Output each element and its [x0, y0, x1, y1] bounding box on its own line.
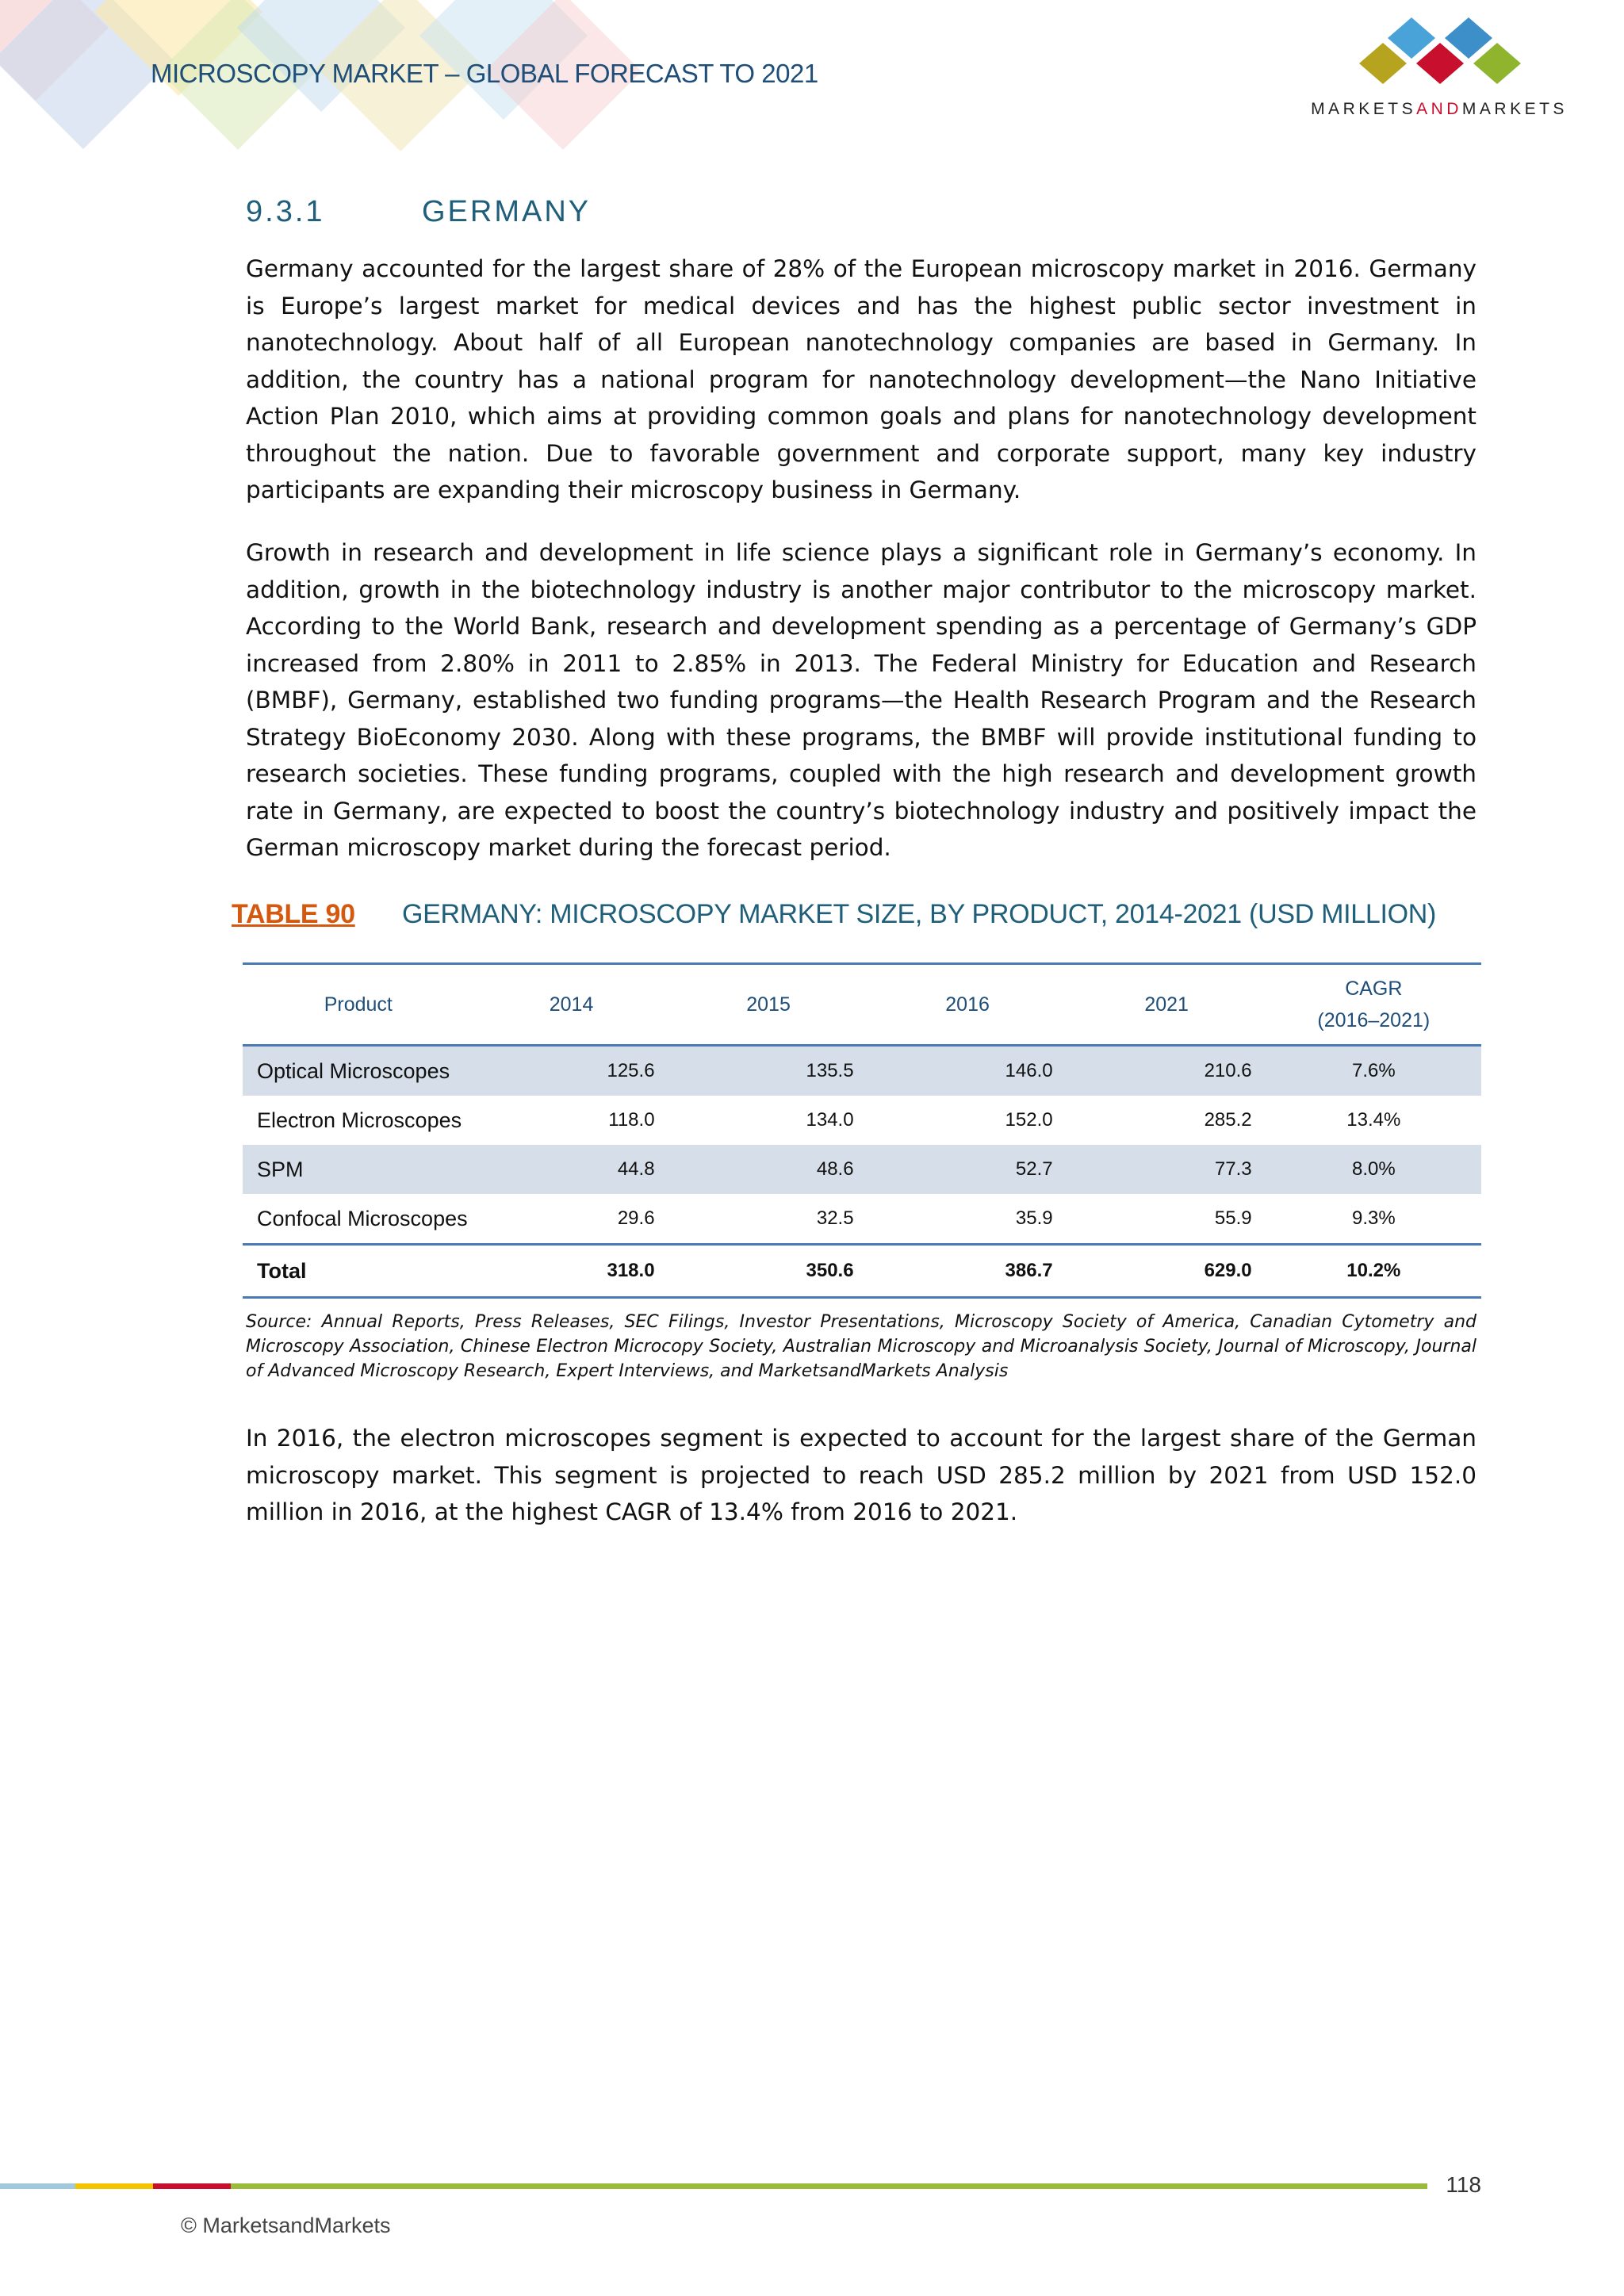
table-source-note: Source: Annual Reports, Press Releases, SEC Filings, Investor Presentations, Microscopy Society of America, Canadian Cytometry and Microscopy Association, Chinese Electron Microcopy Society, Australian Microscopy and Microanalysis Society, Journal of Microscopy, Journal of Advanced Microscopy Research, Expert Interviews, and MarketsandMarkets Analysis	[246, 1312, 1477, 1381]
col-header-product: Product	[324, 993, 393, 1016]
cell-value: 152.0	[1005, 1109, 1053, 1131]
cell-value: 318.0	[607, 1260, 655, 1281]
cell-value: 285.2	[1204, 1109, 1252, 1131]
page-number: 118	[1446, 2172, 1481, 2197]
report-title: MICROSCOPY MARKET – GLOBAL FORECAST TO 2021	[151, 59, 818, 88]
col-header-2016: 2016	[945, 993, 990, 1016]
section-number: 9.3.1	[246, 195, 325, 228]
cell-product: SPM	[257, 1157, 304, 1181]
table-label-link[interactable]: TABLE 90	[232, 899, 355, 929]
cell-value: 146.0	[1005, 1060, 1053, 1081]
cell-value: 52.7	[1015, 1158, 1053, 1180]
cell-cagr: 9.3%	[1351, 1207, 1396, 1229]
logo-wordmark: MARKETSANDMARKETS	[1311, 100, 1568, 118]
cell-cagr: 10.2%	[1346, 1260, 1401, 1281]
markets-and-markets-logo-icon	[1293, 11, 1586, 122]
cell-product: Total	[257, 1258, 307, 1283]
table-title: GERMANY: MICROSCOPY MARKET SIZE, BY PRODUCT, 2014-2021 (USD MILLION)	[402, 899, 1437, 929]
cell-value: 210.6	[1204, 1060, 1252, 1081]
col-header-cagr: CAGR (2016–2021)	[1317, 978, 1431, 1031]
table-total-row	[243, 1245, 1481, 1298]
col-header-2014: 2014	[549, 993, 594, 1016]
cell-value: 44.8	[617, 1158, 655, 1180]
cell-cagr: 13.4%	[1346, 1109, 1401, 1131]
table-row	[243, 1145, 1481, 1194]
cell-value: 77.3	[1214, 1158, 1252, 1180]
cell-value: 134.0	[806, 1109, 854, 1131]
cell-product: Confocal Microscopes	[257, 1206, 468, 1230]
cell-value: 629.0	[1204, 1260, 1252, 1281]
cell-value: 386.7	[1005, 1260, 1053, 1281]
cell-product: Optical Microscopes	[257, 1058, 450, 1083]
cell-product: Electron Microscopes	[257, 1108, 462, 1132]
cell-value: 118.0	[608, 1109, 655, 1131]
cell-value: 29.6	[617, 1207, 655, 1229]
cell-cagr: 8.0%	[1351, 1158, 1396, 1180]
cell-value: 125.6	[607, 1060, 655, 1081]
table-row	[243, 1096, 1481, 1145]
table-row	[243, 1046, 1481, 1096]
col-header-2015: 2015	[746, 993, 791, 1016]
cell-value: 350.6	[806, 1260, 854, 1281]
table-row	[243, 1194, 1481, 1245]
cell-value: 48.6	[816, 1158, 854, 1180]
cell-value: 35.9	[1015, 1207, 1053, 1229]
copyright-notice: © MarketsandMarkets	[181, 2214, 391, 2237]
table-caption	[232, 899, 1436, 930]
col-header-2021: 2021	[1144, 993, 1189, 1016]
footer-color-bar	[0, 2183, 1427, 2189]
cell-value: 135.5	[806, 1060, 854, 1081]
paragraph-growth: Growth in research and development in life science plays a significant role in Germany’s economy. In addition, growth in the biotechnology industry is another major contributor to the microscopy market. According to the World Bank, research and development spending as a percentage of Germany’s GDP increased from 2.80% in 2011 to 2.85% in 2013. The Federal Ministry for Education and Research (BMBF), Germany, established two funding programs—the Health Research Program and the Research Strategy BioEconomy 2030. Along with these programs, the BMBF will provide institutional funding to research societies. These funding programs, coupled with the high research and development growth rate in Germany, are expected to boost the country’s biotechnology industry and positively impact the German microscopy market during the forecast period.	[246, 539, 1477, 861]
table-header-row	[243, 964, 1481, 1046]
cell-value: 32.5	[816, 1207, 854, 1229]
section-heading	[246, 195, 591, 229]
cell-cagr: 7.6%	[1351, 1060, 1396, 1081]
section-title: GERMANY	[422, 195, 592, 228]
market-size-table	[243, 962, 1481, 1299]
cell-value: 55.9	[1214, 1207, 1252, 1229]
paragraph-intro: Germany accounted for the largest share of 28% of the European microscopy market in 2016. Germany is Europe’s largest market for medical devices and has the highest public sector investment in nanotechnology. About half of all European nanotechnology companies are based in Germany. In addition, the country has a national program for nanotechnology development—the Nano Initiative Action Plan 2010, which aims at providing common goals and plans for nanotechnology development throughout the nation. Due to favorable government and corporate support, many key industry participants are expanding their microscopy business in Germany.	[246, 255, 1477, 503]
paragraph-summary: In 2016, the electron microscopes segment is expected to account for the largest share of the German microscopy market. This segment is projected to reach USD 285.2 million by 2021 from USD 152.0 million in 2016, at the highest CAGR of 13.4% from 2016 to 2021.	[246, 1425, 1477, 1525]
